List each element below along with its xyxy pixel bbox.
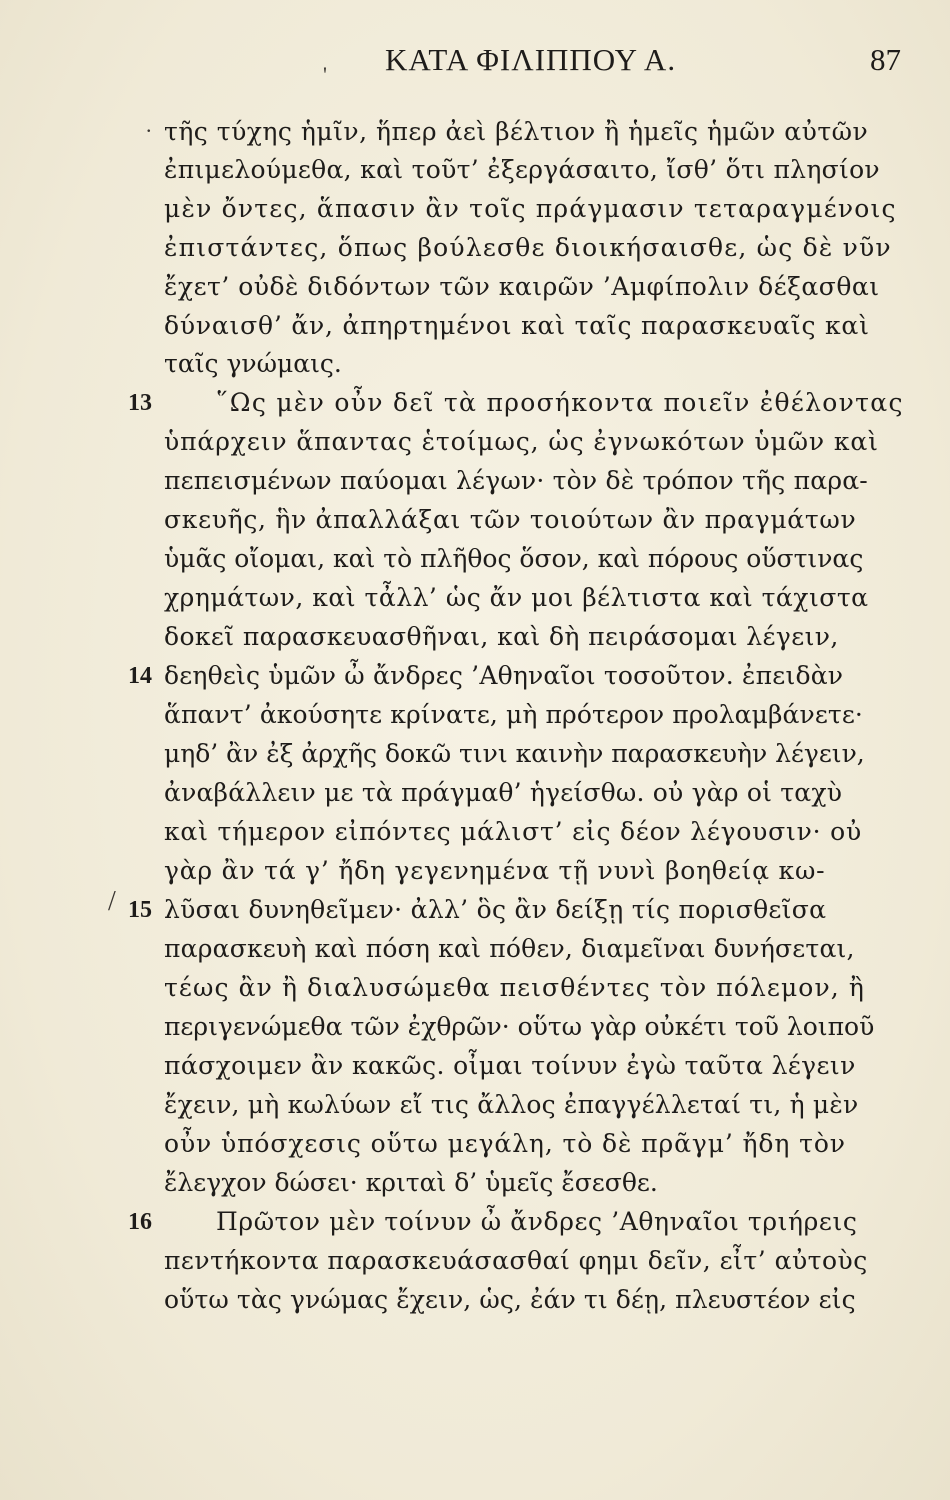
- section-number: 15: [128, 897, 152, 923]
- line-text: οὖν ὑπόσχεσις οὕτω μεγάλη, τὸ δὲ πρᾶγμ’ ἤδη τὸν: [164, 1129, 846, 1158]
- margin-dot-mark: .: [146, 112, 152, 137]
- line-text: δύναισθ’ ἄν, ἀπηρτημένοι καὶ ταῖς παρασκευαῖς καὶ: [164, 311, 870, 340]
- text-line: [0, 695, 950, 735]
- text-line: [0, 306, 950, 346]
- text-line: [0, 929, 950, 969]
- line-text: ἔχειν, μὴ κωλύων εἴ τις ἄλλος ἐπαγγέλλεταί τι, ἡ μὲν: [164, 1090, 859, 1119]
- text-line: [0, 851, 950, 891]
- text-line: [0, 1085, 950, 1125]
- text-line: [0, 773, 950, 813]
- line-text: μὲν ὄντες, ἅπασιν ἂν τοῖς πράγμασιν τεταραγμένοις: [164, 194, 897, 223]
- text-line: [0, 189, 950, 229]
- line-text: ταῖς γνώμαις.: [164, 349, 342, 378]
- page-header: [0, 38, 950, 88]
- line-text: χρημάτων, καὶ τἆλλ’ ὡς ἄν μοι βέλτιστα καὶ τάχιστα: [164, 583, 869, 612]
- section-number: 13: [128, 390, 152, 416]
- line-text: λῦσαι δυνηθεῖμεν· ἀλλ’ ὃς ἂν δείξῃ τίς πορισθεῖσα: [164, 895, 827, 924]
- text-line: [0, 539, 950, 579]
- line-text: γὰρ ἂν τά γ’ ἤδη γεγενημένα τῇ νυνὶ βοηθείᾳ κω-: [164, 856, 826, 885]
- running-title: ΚΑΤΑ ΦΙΛΙΠΠΟΥ Α.: [385, 42, 677, 77]
- text-line: [0, 422, 950, 462]
- text-line: [0, 890, 950, 930]
- margin-pencil-stroke: /: [108, 886, 116, 917]
- text-line: [0, 656, 950, 696]
- text-line: [0, 461, 950, 501]
- line-text: ὑπάρχειν ἅπαντας ἑτοίμως, ὡς ἐγνωκότων ὑμῶν καὶ: [164, 427, 879, 456]
- text-line: [0, 968, 950, 1008]
- section-number: 14: [128, 663, 152, 689]
- text-line: [0, 734, 950, 774]
- text-line: [0, 112, 950, 152]
- text-line: [0, 1241, 950, 1281]
- line-text: ἔλεγχον δώσει· κριταὶ δ’ ὑμεῖς ἔσεσθε.: [164, 1168, 658, 1197]
- line-text: δοκεῖ παρασκευασθῆναι, καὶ δὴ πειράσομαι λέγειν,: [164, 622, 839, 651]
- text-line: [0, 344, 950, 384]
- line-text: παρασκευὴ καὶ πόση καὶ πόθεν, διαμεῖναι δυνήσεται,: [164, 934, 855, 963]
- line-text: καὶ τήμερον εἰπόντες μάλιστ’ εἰς δέον λέγουσιν· οὐ: [164, 817, 862, 846]
- line-text: ἐπιστάντες, ὅπως βούλεσθε διοικήσαισθε, ὡς δὲ νῦν: [164, 233, 892, 262]
- line-text: ἀναβάλλειν με τὰ πράγμαθ’ ἡγείσθω. οὐ γὰρ οἱ ταχὺ: [164, 778, 843, 807]
- line-text: ὑμᾶς οἴομαι, καὶ τὸ πλῆθος ὅσον, καὶ πόρους οὕστινας: [164, 544, 864, 573]
- line-text: τέως ἂν ἢ διαλυσώμεθα πεισθέντες τὸν πόλεμον, ἢ: [164, 973, 865, 1002]
- text-line: [0, 578, 950, 618]
- line-text: πάσχοιμεν ἂν κακῶς. οἶμαι τοίνυν ἐγὼ ταῦτα λέγειν: [164, 1051, 856, 1080]
- text-line: [0, 1163, 950, 1203]
- text-line: [0, 150, 950, 190]
- text-line: [0, 228, 950, 268]
- line-text: Πρῶτον μὲν τοίνυν ὦ ἄνδρες ’Αθηναῖοι τριήρεις: [216, 1207, 858, 1236]
- line-text: ἐπιμελούμεθα, καὶ τοῦτ’ ἐξεργάσαιτο, ἴσθ’ ὅτι πλησίον: [164, 155, 880, 184]
- line-text: ἅπαντ’ ἀκούσητε κρίνατε, μὴ πρότερον προλαμβάνετε·: [164, 700, 863, 729]
- line-text: οὕτω τὰς γνώμας ἔχειν, ὡς, ἐάν τι δέῃ, πλευστέον εἰς: [164, 1285, 856, 1314]
- text-line: [0, 1124, 950, 1164]
- margin-tick-mark: ': [323, 62, 327, 87]
- line-text: πεπεισμένων παύομαι λέγων· τὸν δὲ τρόπον τῆς παρα-: [164, 466, 868, 495]
- page-number: 87: [870, 42, 901, 77]
- line-text: δεηθεὶς ὑμῶν ὦ ἄνδρες ’Αθηναῖοι τοσοῦτον. ἐπειδὰν: [164, 661, 844, 690]
- line-text: ἔχετ’ οὐδὲ διδόντων τῶν καιρῶν ’Αμφίπολιν δέξασθαι: [164, 272, 880, 301]
- text-line: [0, 617, 950, 657]
- line-text: περιγενώμεθα τῶν ἐχθρῶν· οὕτω γὰρ οὐκέτι τοῦ λοιποῦ: [164, 1012, 875, 1041]
- text-line: [0, 383, 950, 423]
- text-line: [0, 1007, 950, 1047]
- text-line: [0, 812, 950, 852]
- text-line: [0, 1202, 950, 1242]
- text-line: [0, 500, 950, 540]
- text-line: [0, 1280, 950, 1320]
- text-line: [0, 1046, 950, 1086]
- line-text: τῆς τύχης ἡμῖν, ἥπερ ἀεὶ βέλτιον ἢ ἡμεῖς ἡμῶν αὐτῶν: [164, 117, 869, 146]
- section-number: 16: [128, 1209, 152, 1235]
- text-line: [0, 267, 950, 307]
- line-text: πεντήκοντα παρασκευάσασθαί φημι δεῖν, εἶτ’ αὐτοὺς: [164, 1246, 868, 1275]
- line-text: μηδ’ ἂν ἐξ ἀρχῆς δοκῶ τινι καινὴν παρασκευὴν λέγειν,: [164, 739, 865, 768]
- line-text: ῞Ως μὲν οὖν δεῖ τὰ προσήκοντα ποιεῖν ἐθέλοντας: [216, 388, 904, 417]
- line-text: σκευῆς, ἣν ἀπαλλάξαι τῶν τοιούτων ἂν πραγμάτων: [164, 505, 857, 534]
